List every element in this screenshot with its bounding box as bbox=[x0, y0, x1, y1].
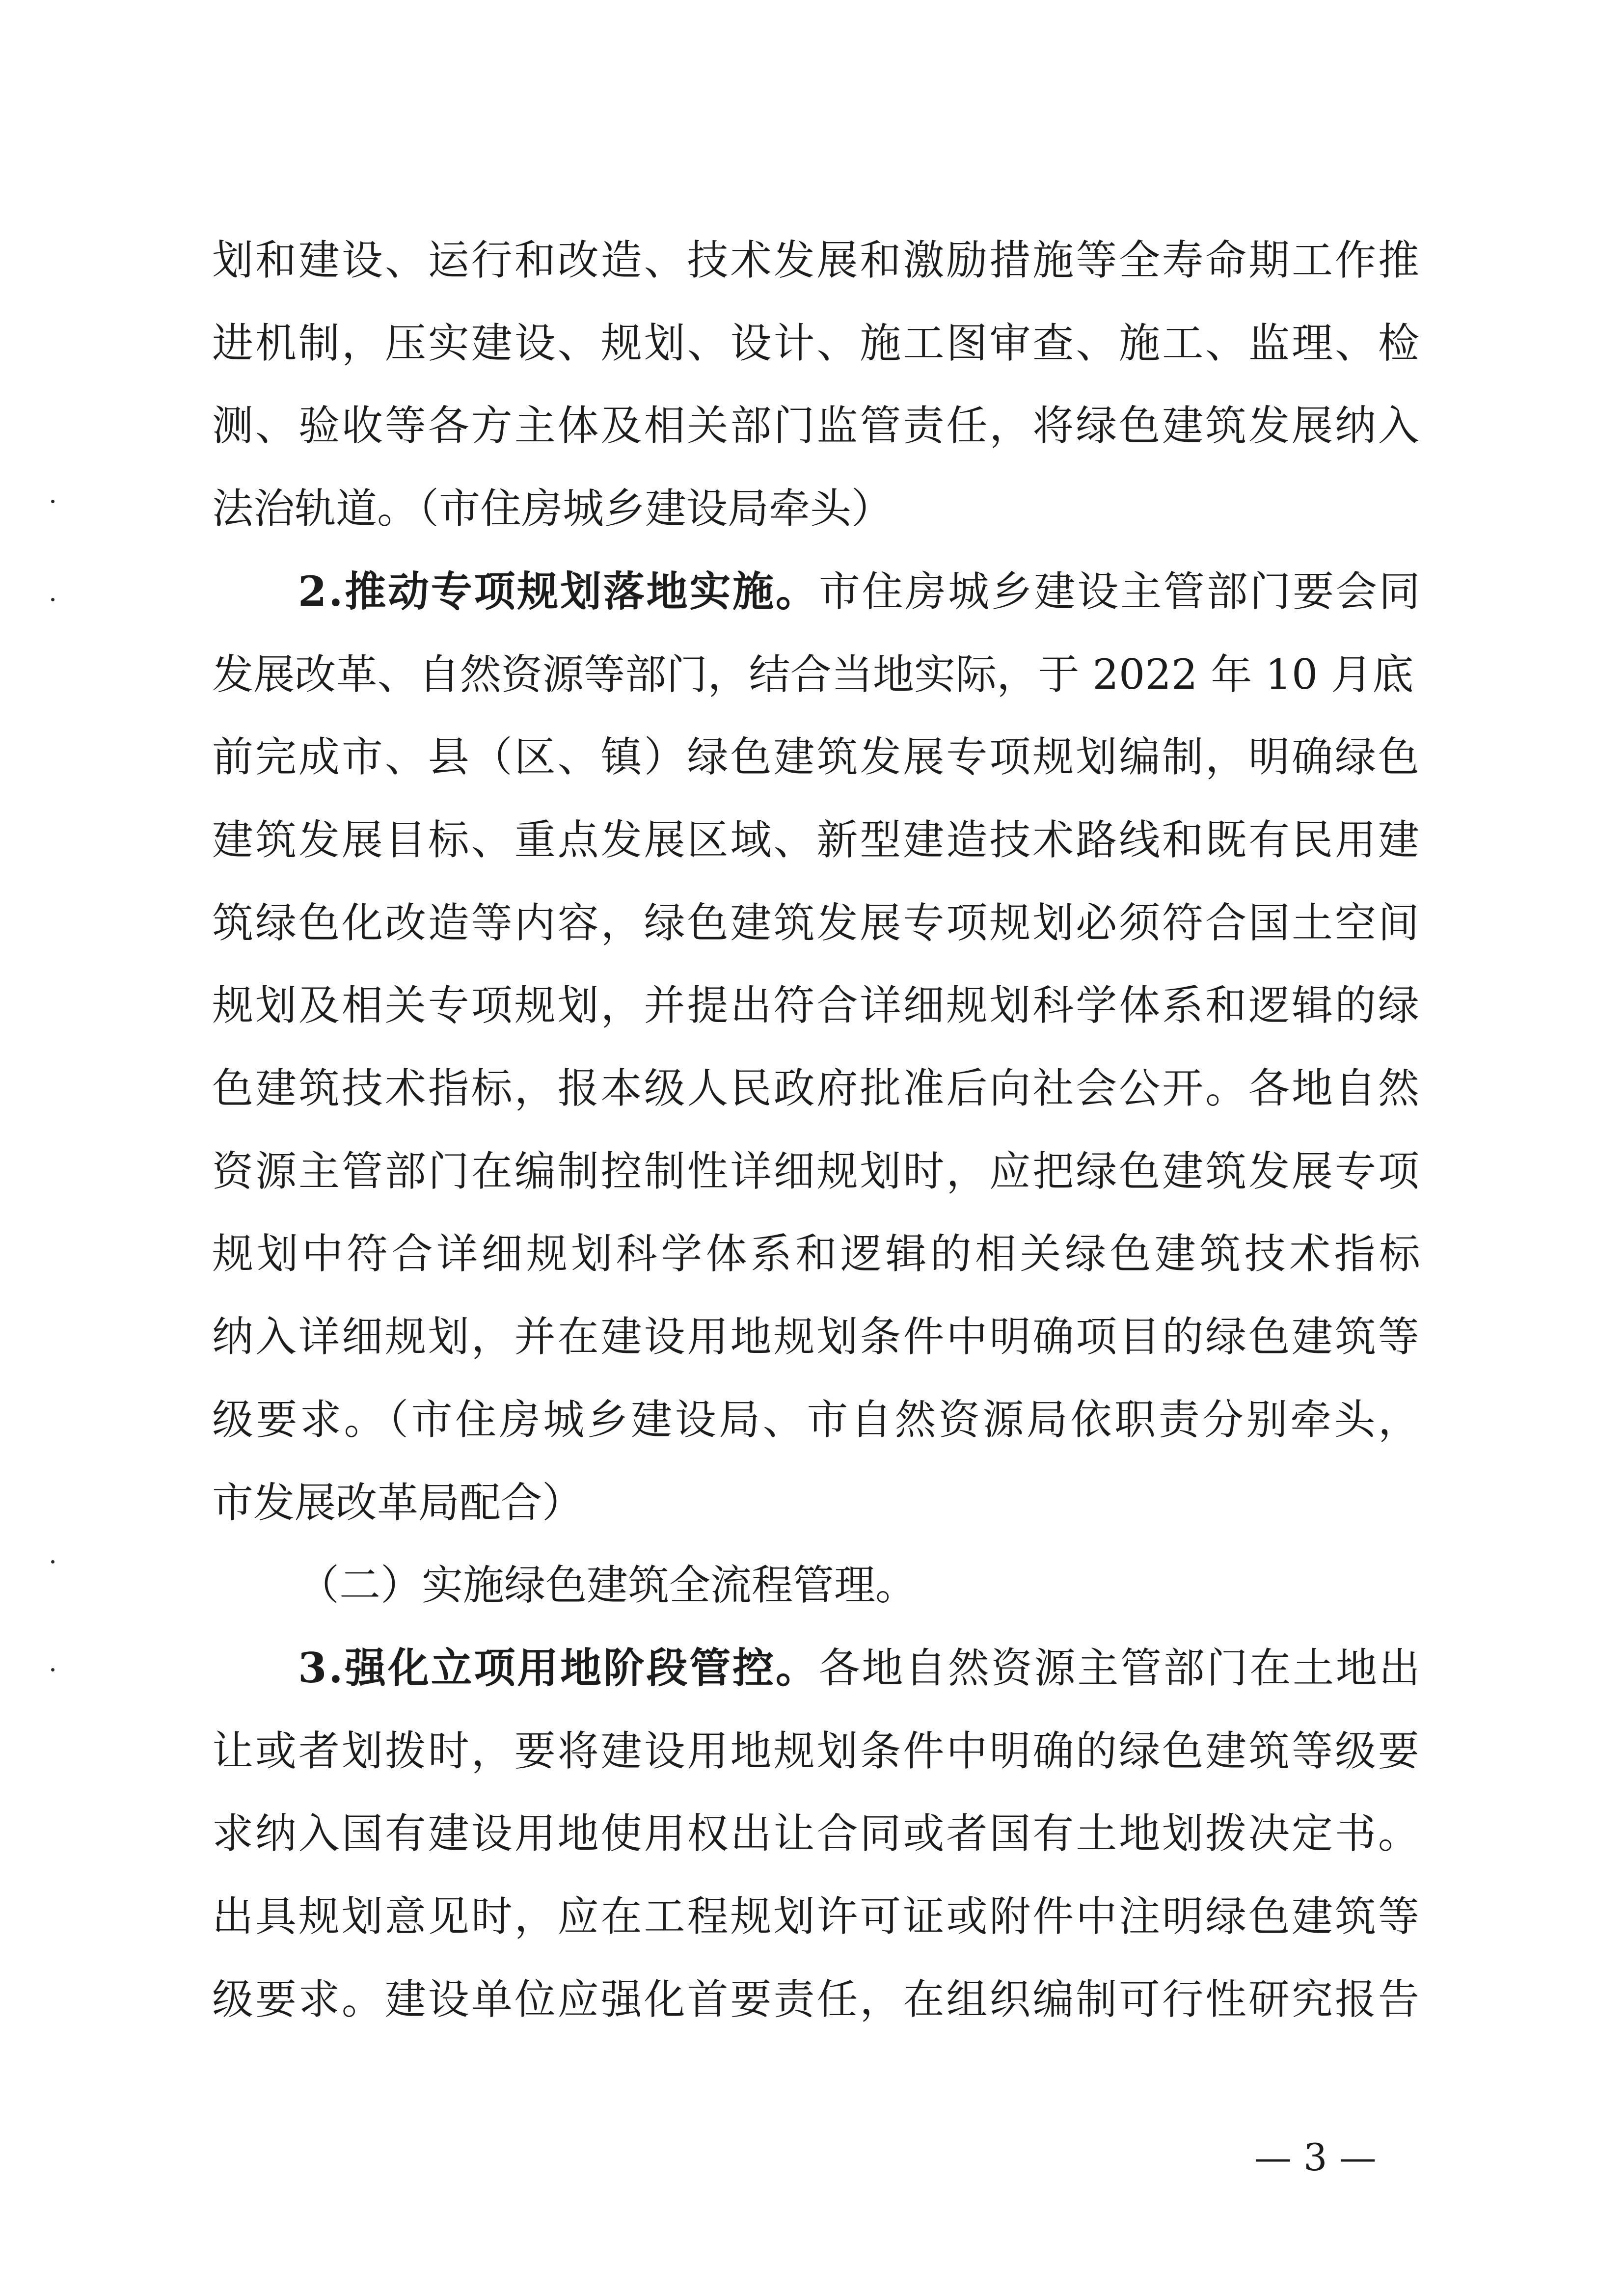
body-text: 法治轨道。（市住房城乡建设局牵头） bbox=[212, 485, 893, 533]
text-line bbox=[298, 1561, 917, 1610]
body-text: 色建筑技术指标，报本级人民政府批准后向社会公开。各地自然 bbox=[212, 1064, 1421, 1112]
body-text: 规划及相关专项规划，并提出符合详细规划科学体系和逻辑的绿 bbox=[212, 981, 1421, 1029]
text-line bbox=[212, 236, 1421, 285]
text-line bbox=[212, 1395, 1422, 1444]
scan-mark bbox=[51, 1668, 54, 1672]
body-text: 划和建设、运行和改造、技术发展和激励措施等全寿命期工作推 bbox=[212, 236, 1421, 284]
text-line bbox=[298, 567, 1422, 616]
body-text: 级要求。建设单位应强化首要责任，在组织编制可行性研究报告 bbox=[212, 1975, 1421, 2023]
body-text: 筑绿色化改造等内容，绿色建筑发展专项规划必须符合国土空间 bbox=[212, 899, 1421, 947]
body-text: 建筑发展目标、重点发展区域、新型建造技术路线和既有民用建 bbox=[212, 816, 1421, 864]
text-line bbox=[212, 1809, 1421, 1858]
text-line bbox=[212, 1975, 1421, 2024]
text-line bbox=[212, 898, 1421, 947]
text-line bbox=[298, 1644, 1422, 1693]
body-text: 市住房城乡建设主管部门要会同 bbox=[818, 567, 1422, 616]
text-line bbox=[212, 319, 1421, 368]
body-text: （二）实施绿色建筑全流程管理。 bbox=[298, 1561, 917, 1609]
body-text: 让或者划拨时，要将建设用地规划条件中明确的绿色建筑等级要 bbox=[212, 1727, 1421, 1775]
text-line bbox=[212, 981, 1421, 1030]
scan-mark bbox=[51, 500, 54, 503]
text-line bbox=[212, 484, 893, 533]
body-text: 规划中符合详细规划科学体系和逻辑的相关绿色建筑技术指标 bbox=[212, 1230, 1424, 1278]
text-line bbox=[212, 1229, 1424, 1278]
bold-heading-text: 3.强化立项用地阶段管控。 bbox=[298, 1644, 819, 1692]
text-line bbox=[212, 1726, 1421, 1776]
text-line bbox=[212, 401, 1421, 450]
scan-mark bbox=[51, 1560, 54, 1564]
text-line bbox=[212, 1147, 1421, 1196]
text-line bbox=[212, 1478, 583, 1527]
body-text: 前完成市、县（区、镇）绿色建筑发展专项规划编制，明确绿色 bbox=[212, 733, 1421, 781]
body-text: 发展改革、自然资源等部门，结合当地实际，于 2022 年 10 月底 bbox=[212, 650, 1414, 699]
body-text: 进机制，压实建设、规划、设计、施工图审查、施工、监理、检 bbox=[212, 319, 1421, 367]
text-line bbox=[212, 1892, 1421, 1941]
text-line bbox=[212, 732, 1421, 782]
body-text: 出具规划意见时，应在工程规划许可证或附件中注明绿色建筑等 bbox=[212, 1892, 1421, 1941]
body-text: 各地自然资源主管部门在土地出 bbox=[818, 1644, 1422, 1692]
page-number: — 3 — bbox=[1254, 2135, 1377, 2179]
text-line bbox=[212, 650, 1414, 699]
scan-mark bbox=[51, 598, 54, 601]
body-text: 资源主管部门在编制控制性详细规划时，应把绿色建筑发展专项 bbox=[212, 1147, 1421, 1195]
text-line bbox=[212, 815, 1421, 864]
body-text: 级要求。（市住房城乡建设局、市自然资源局依职责分别牵头， bbox=[212, 1396, 1422, 1444]
bold-heading-text: 2.推动专项规划落地实施。 bbox=[298, 567, 819, 616]
body-text: 市发展改革局配合） bbox=[212, 1479, 584, 1527]
body-text: 纳入详细规划，并在建设用地规划条件中明确项目的绿色建筑等 bbox=[212, 1313, 1421, 1361]
body-text: 测、验收等各方主体及相关部门监管责任，将绿色建筑发展纳入 bbox=[212, 402, 1421, 450]
text-line bbox=[212, 1312, 1421, 1361]
text-line bbox=[212, 1064, 1421, 1113]
body-text: 求纳入国有建设用地使用权出让合同或者国有土地划拨决定书。 bbox=[212, 1809, 1421, 1858]
